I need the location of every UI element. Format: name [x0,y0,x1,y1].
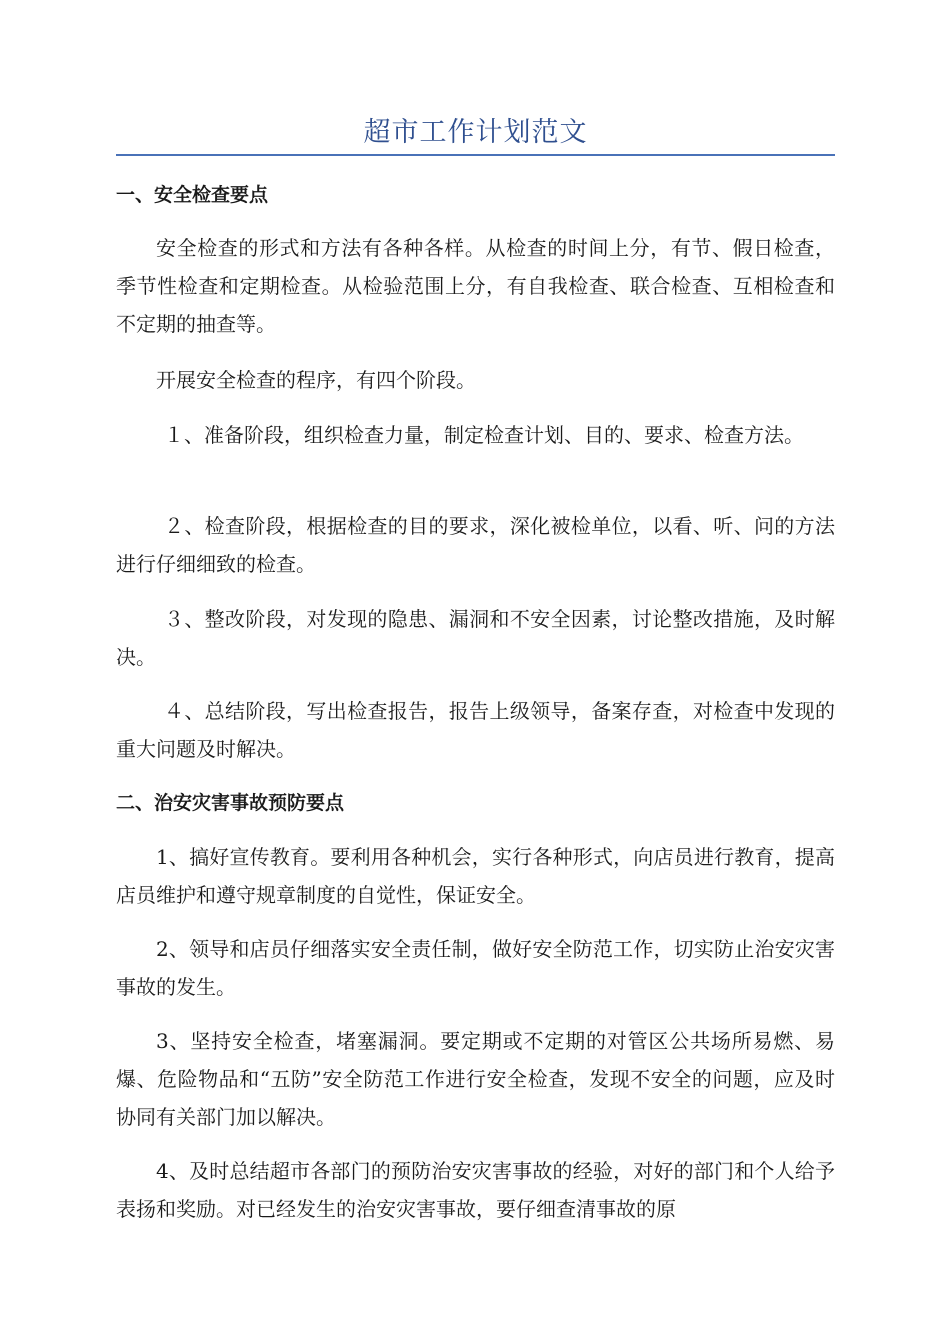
section-heading-2: 二、治安灾害事故预防要点 [116,792,345,814]
section-1-paragraph-2: 开展安全检查的程序，有四个阶段。 [156,368,476,392]
section-2-paragraph-1: 1、搞好宣传教育。要利用各种机会，实行各种形式，向店员进行教育，提高店员维护和遵守规章制度的自觉性，保证安全。 [116,845,835,907]
section-heading-1: 一、安全检查要点 [116,184,269,206]
section-2-paragraph-4: 4、及时总结超市各部门的预防治安灾害事故的经验，对好的部门和个人给予表扬和奖励。对已经发生的治安灾害事故，要仔细查清事故的原 [116,1159,835,1221]
section-1-paragraph-3: １、准备阶段，组织检查力量，制定检查计划、目的、要求、检查方法。 [164,423,804,447]
section-1-paragraph-6: ４、总结阶段，写出检查报告，报告上级领导，备案存查，对检查中发现的重大问题及时解决。 [116,699,835,761]
section-1-paragraph-5: ３、整改阶段，对发现的隐患、漏洞和不安全因素，讨论整改措施，及时解决。 [116,607,835,669]
document-title: 超市工作计划范文 [363,117,588,148]
section-1-paragraph-4: ２、检查阶段，根据检查的目的要求，深化被检单位，以看、听、问的方法进行仔细细致的检查。 [116,514,835,576]
section-2-paragraph-2: 2、领导和店员仔细落实安全责任制，做好安全防范工作，切实防止治安灾害事故的发生。 [116,937,835,999]
section-2-paragraph-3: 3、坚持安全检查，堵塞漏洞。要定期或不定期的对管区公共场所易燃、易爆、危险物品和“五防”安全防范工作进行安全检查，发现不安全的问题，应及时协同有关部门加以解决。 [116,1029,835,1129]
section-1-paragraph-1: 安全检查的形式和方法有各种各样。从检查的时间上分，有节、假日检查，季节性检查和定期检查。从检验范围上分，有自我检查、联合检查、互相检查和不定期的抽查等。 [116,236,835,336]
title-underline [116,154,835,156]
